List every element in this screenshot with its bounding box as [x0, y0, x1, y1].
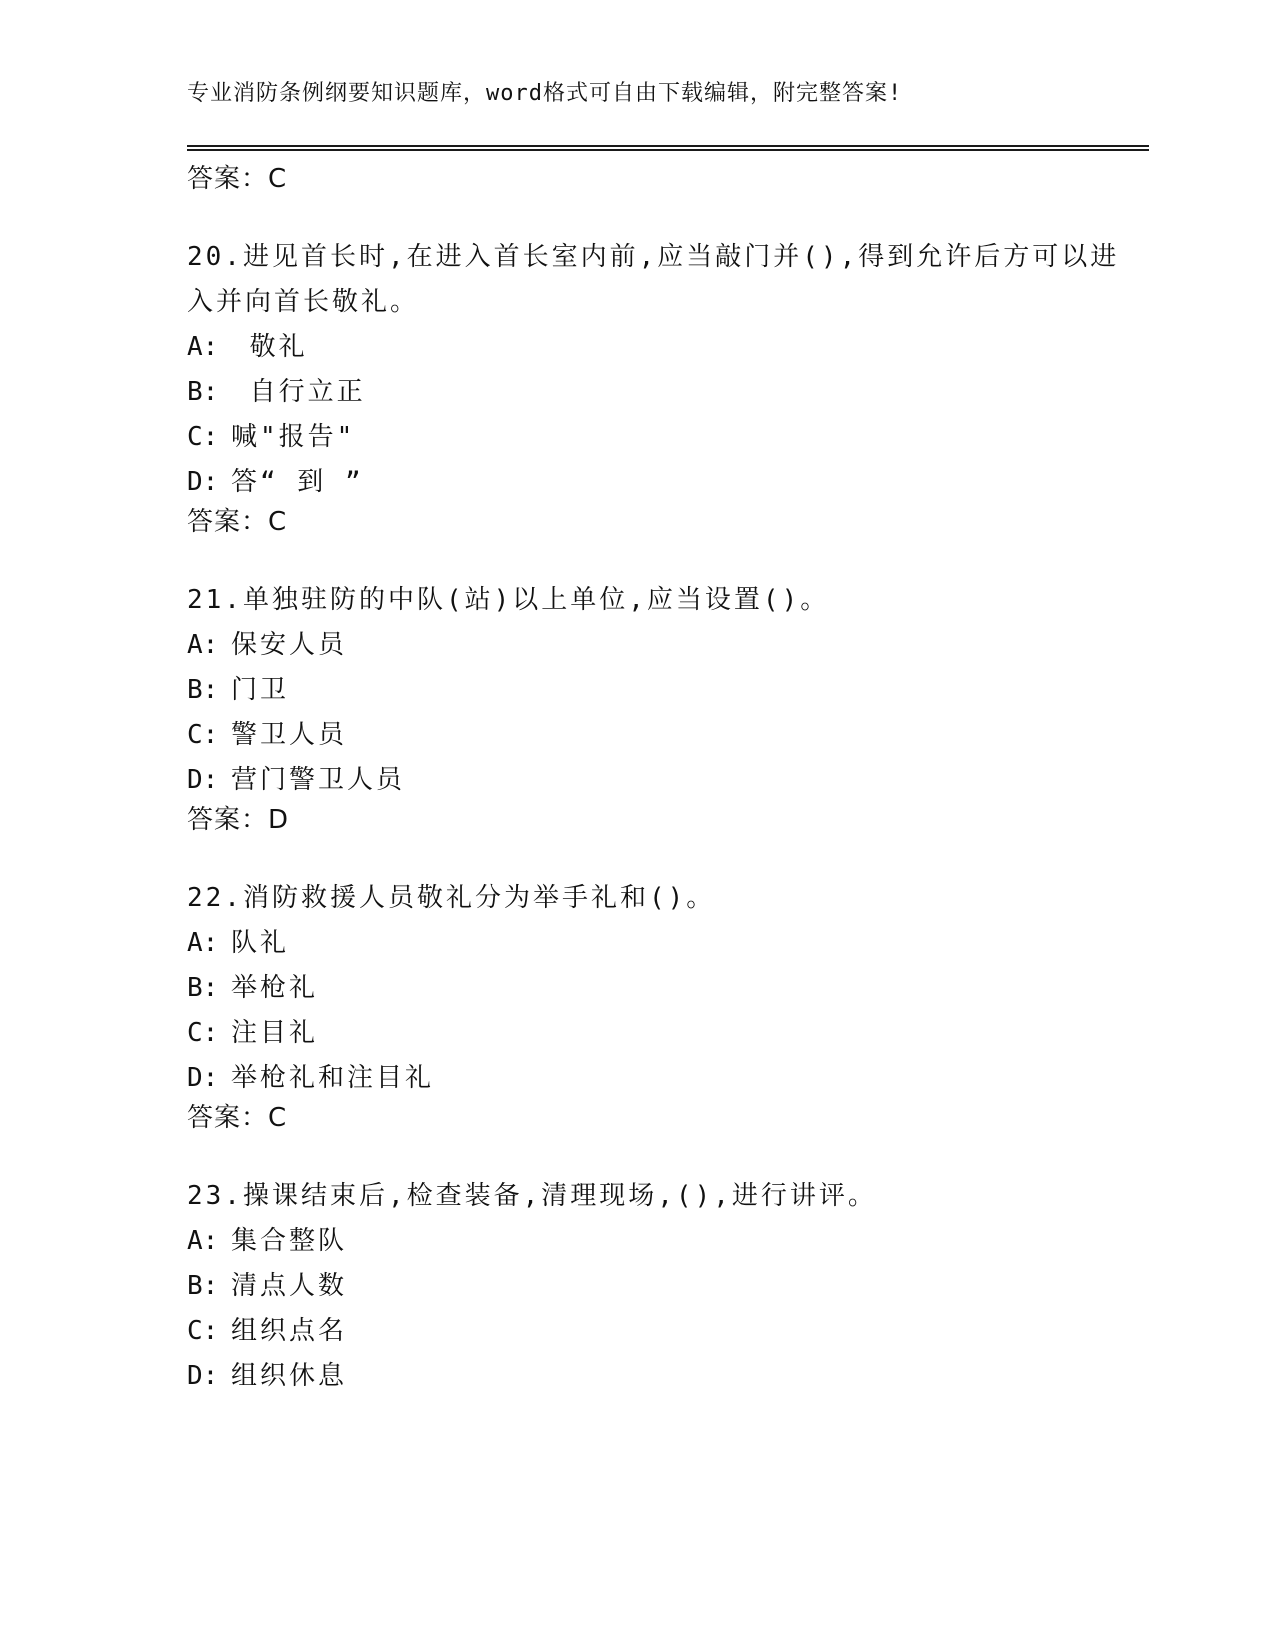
option-letter: D: — [187, 1063, 219, 1093]
answer: 答案：C — [187, 1103, 288, 1133]
option-b — [187, 966, 1147, 1011]
option-text: 清点人数 — [231, 1271, 348, 1301]
option-text: 集合整队 — [231, 1226, 348, 1256]
option-letter: D: — [187, 1361, 219, 1391]
option-letter: A: — [187, 1226, 219, 1256]
option-text: 保安人员 — [231, 630, 348, 660]
option-b — [187, 1264, 1147, 1309]
header-rule-top — [187, 145, 1149, 147]
question-text: 22.消防救援人员敬礼分为举手礼和()。 — [187, 883, 716, 913]
option-letter: B: — [187, 377, 219, 407]
option-c — [187, 1011, 1147, 1056]
option-text: 组织休息 — [231, 1361, 348, 1391]
option-letter: C: — [187, 1316, 219, 1346]
option-b — [187, 370, 1147, 415]
option-c — [187, 713, 1147, 758]
option-letter: D: — [187, 765, 219, 795]
question-text: 21.单独驻防的中队(站)以上单位,应当设置()。 — [187, 585, 830, 615]
option-text: 答“ 到 ” — [231, 467, 364, 497]
option-text: 组织点名 — [231, 1316, 348, 1346]
answer: 答案：C — [187, 507, 288, 537]
option-a — [187, 623, 1147, 668]
question-22 — [187, 876, 1147, 1136]
page-header: 专业消防条例纲要知识题库，word格式可自由下载编辑，附完整答案! — [187, 81, 903, 106]
option-text: 营门警卫人员 — [231, 765, 406, 795]
option-d — [187, 1354, 1147, 1399]
question-text: 23.操课结束后,检查装备,清理现场,(),进行讲评。 — [187, 1181, 877, 1211]
option-letter: D: — [187, 467, 219, 497]
option-c — [187, 415, 1147, 460]
option-text: 喊"报告" — [231, 422, 356, 452]
option-text: 敬礼 — [231, 332, 308, 362]
option-letter: C: — [187, 422, 219, 452]
option-letter: B: — [187, 1271, 219, 1301]
option-d — [187, 460, 1147, 505]
option-letter: C: — [187, 720, 219, 750]
option-text: 注目礼 — [231, 1018, 319, 1048]
option-text: 门卫 — [231, 675, 290, 705]
option-letter: B: — [187, 973, 219, 1003]
question-20 — [187, 235, 1147, 540]
option-d — [187, 1056, 1147, 1101]
option-text: 举枪礼和注目礼 — [231, 1063, 435, 1093]
previous-answer: 答案：C — [187, 164, 288, 194]
option-text: 举枪礼 — [231, 973, 319, 1003]
option-d — [187, 758, 1147, 803]
option-a — [187, 1219, 1147, 1264]
option-c — [187, 1309, 1147, 1354]
question-23 — [187, 1174, 1147, 1399]
option-text: 队礼 — [231, 928, 290, 958]
option-a — [187, 325, 1147, 370]
option-letter: A: — [187, 928, 219, 958]
option-letter: C: — [187, 1018, 219, 1048]
header-rule-bottom — [187, 149, 1149, 151]
question-text: 20.进见首长时,在进入首长室内前,应当敲门并(),得到允许后方可以进入并向首长敬礼。 — [187, 242, 1120, 317]
question-list — [187, 161, 1147, 1437]
answer: 答案：D — [187, 805, 290, 835]
option-letter: B: — [187, 675, 219, 705]
option-b — [187, 668, 1147, 713]
option-letter: A: — [187, 630, 219, 660]
option-a — [187, 921, 1147, 966]
option-letter: A: — [187, 332, 219, 362]
option-text: 自行立正 — [231, 377, 366, 407]
question-21 — [187, 578, 1147, 838]
option-text: 警卫人员 — [231, 720, 348, 750]
